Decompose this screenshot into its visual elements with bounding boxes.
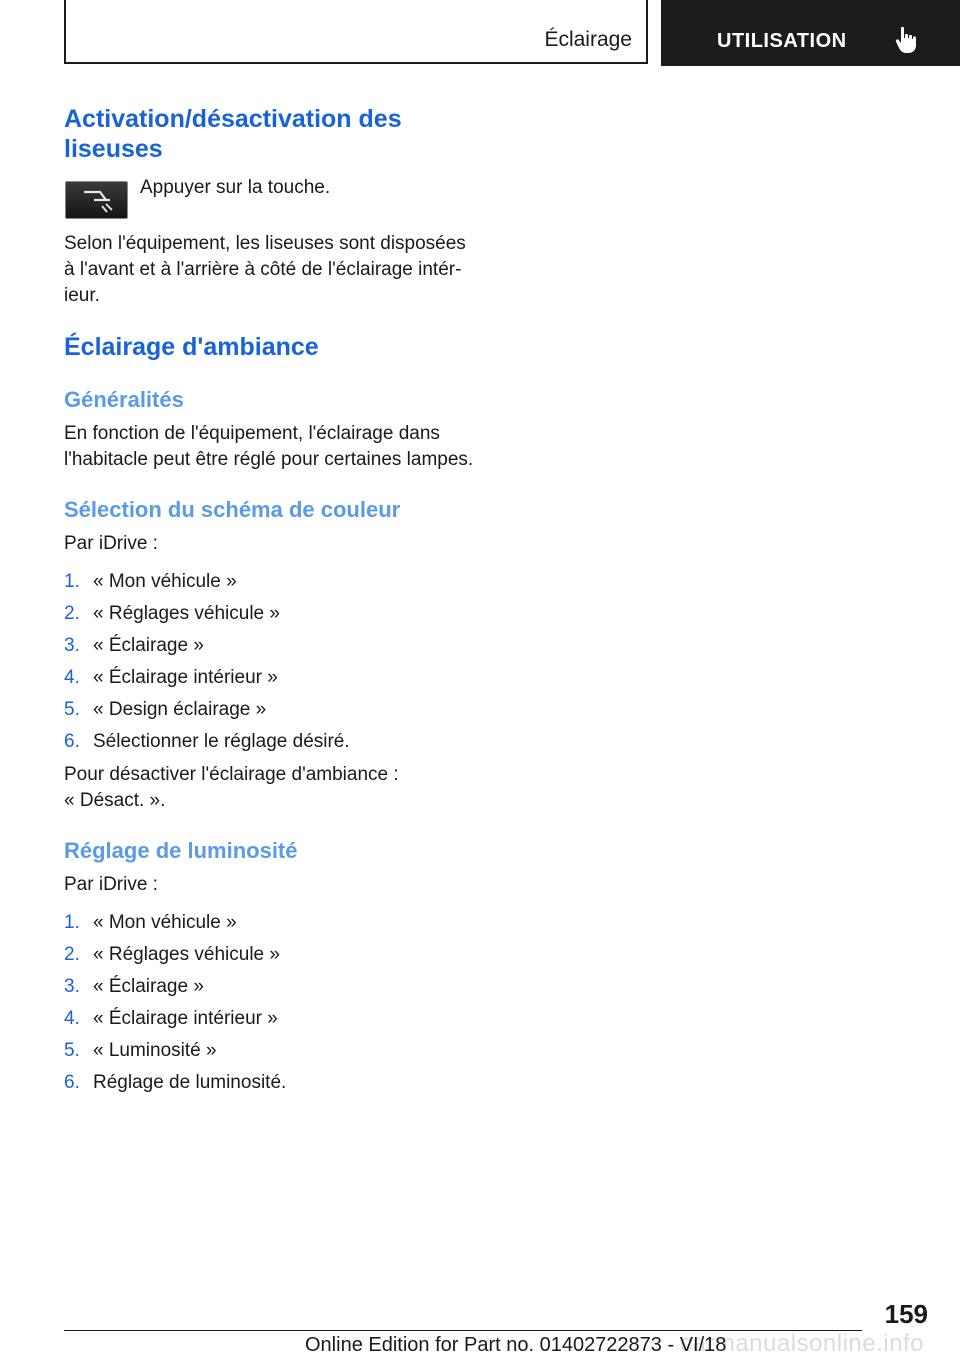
step-number: 5.: [64, 699, 80, 720]
step-text: Réglage de luminosité.: [93, 1072, 287, 1093]
step-text: « Réglages véhicule »: [93, 603, 280, 624]
step-text: « Luminosité »: [93, 1040, 217, 1061]
step-number: 1.: [64, 912, 80, 933]
general-line2: l'habitacle peut être réglé pour certaines lampes.: [64, 449, 474, 470]
step-number: 6.: [64, 1072, 80, 1093]
step-text: « Design éclairage »: [93, 699, 267, 720]
reading-light-button-icon: [65, 181, 128, 219]
step-number: 2.: [64, 603, 80, 624]
color-scheme-outro-line2: « Désact. ».: [64, 790, 166, 811]
general-title: Généralités: [64, 387, 184, 412]
list-item: [64, 975, 484, 1007]
button-instruction: Appuyer sur la touche.: [140, 177, 331, 198]
chapter-tab: [661, 0, 960, 66]
reading-lights-title-line2: liseuses: [64, 135, 163, 163]
list-item: [64, 666, 484, 698]
list-item: [64, 1007, 484, 1039]
pointing-hand-icon: [895, 26, 919, 54]
step-number: 5.: [64, 1040, 80, 1061]
reading-lights-desc-line2: à l'avant et à l'arrière à côté de l'éclairage intér-: [64, 259, 462, 280]
list-item: [64, 730, 484, 762]
color-scheme-steps: [64, 570, 484, 762]
list-item: [64, 1071, 484, 1103]
reading-lamp-icon: [66, 182, 127, 218]
color-scheme-intro: Par iDrive :: [64, 533, 158, 554]
step-text: « Mon véhicule »: [93, 571, 237, 592]
edition-note: Online Edition for Part no. 01402722873 - VI/18: [305, 1334, 727, 1356]
ambient-title: Éclairage d'ambiance: [64, 333, 319, 361]
list-item: [64, 570, 484, 602]
step-number: 2.: [64, 944, 80, 965]
brightness-steps: [64, 911, 484, 1103]
brightness-title: Réglage de luminosité: [64, 838, 298, 863]
step-text: « Éclairage intérieur »: [93, 667, 278, 688]
color-scheme-title: Sélection du schéma de couleur: [64, 497, 401, 522]
step-text: Sélectionner le réglage désiré.: [93, 731, 350, 752]
step-text: « Éclairage »: [93, 635, 204, 656]
step-number: 4.: [64, 667, 80, 688]
page-number: 159: [884, 1299, 928, 1329]
step-number: 1.: [64, 571, 80, 592]
reading-lights-desc-line1: Selon l'équipement, les liseuses sont disposées: [64, 233, 466, 254]
brightness-intro: Par iDrive :: [64, 874, 158, 895]
step-number: 6.: [64, 731, 80, 752]
step-text: « Mon véhicule »: [93, 912, 237, 933]
reading-lights-title-line1: Activation/désactivation des: [64, 105, 402, 133]
step-number: 3.: [64, 635, 80, 656]
step-text: « Éclairage »: [93, 976, 204, 997]
list-item: [64, 602, 484, 634]
section-title: Éclairage: [544, 28, 632, 51]
color-scheme-outro-line1: Pour désactiver l'éclairage d'ambiance :: [64, 764, 399, 785]
list-item: [64, 634, 484, 666]
header-section-box: [64, 0, 648, 64]
general-line1: En fonction de l'équipement, l'éclairage dans: [64, 423, 440, 444]
reading-lights-desc-line3: ieur.: [64, 285, 100, 306]
list-item: [64, 698, 484, 730]
step-text: « Réglages véhicule »: [93, 944, 280, 965]
list-item: [64, 1039, 484, 1071]
chapter-title: UTILISATION: [717, 30, 847, 52]
watermark: carmanualsonline.info: [680, 1330, 924, 1357]
step-number: 3.: [64, 976, 80, 997]
step-number: 4.: [64, 1008, 80, 1029]
list-item: [64, 911, 484, 943]
list-item: [64, 943, 484, 975]
step-text: « Éclairage intérieur »: [93, 1008, 278, 1029]
